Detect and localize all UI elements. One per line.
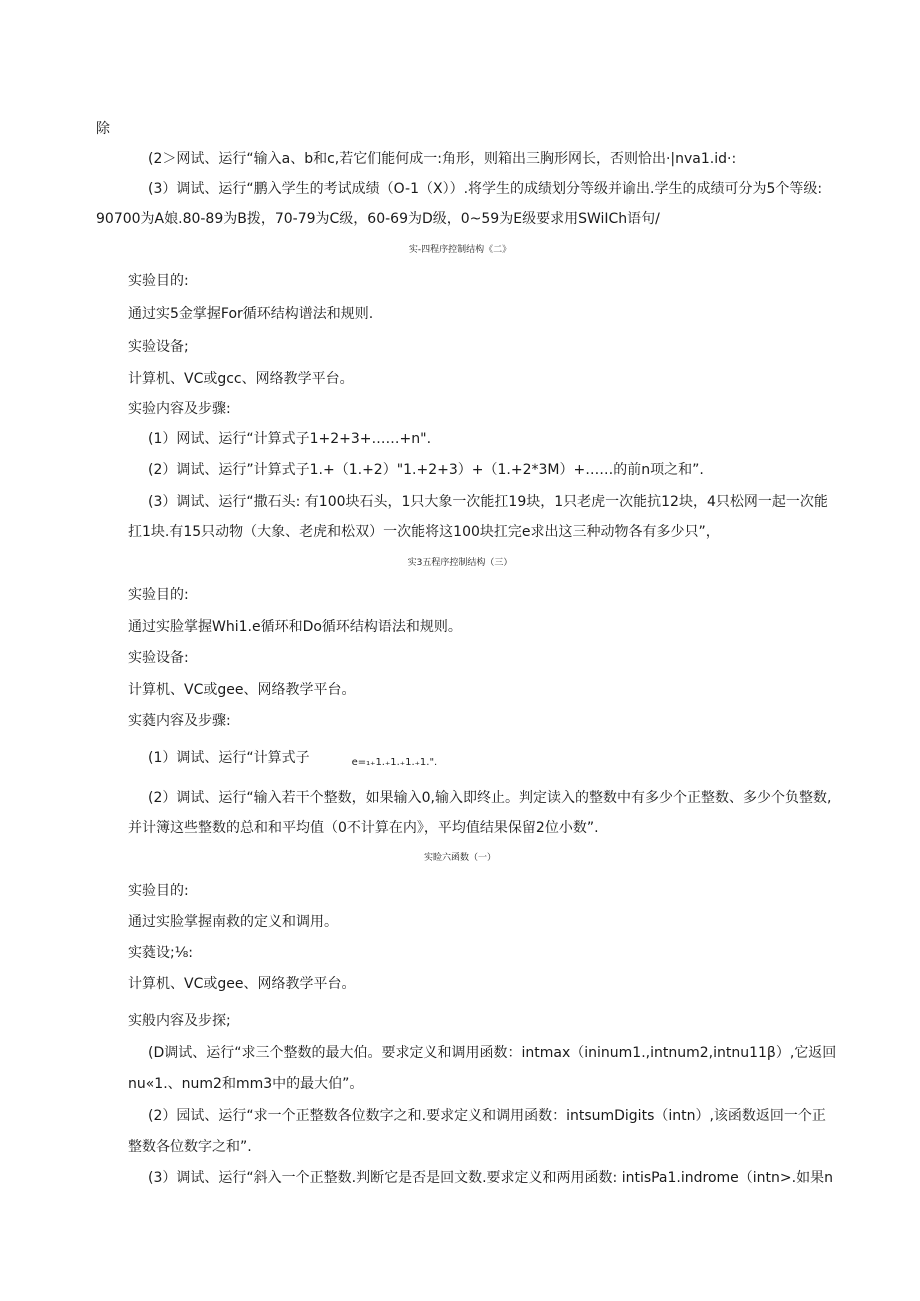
text-line: 通过实5金掌握For循环结构谱法和规则. <box>128 306 374 322</box>
text-line: 实验设备: <box>128 650 189 666</box>
formula-expression: e=₁₊1.₊1.₊1.₊1.". <box>351 757 438 768</box>
section-heading: 实睑六函数（一） <box>423 853 496 863</box>
section-heading: 实3五程序控制结构（三） <box>407 558 513 568</box>
text-line: (1）网试、运行“计算式子1+2+3+……+n". <box>148 431 432 447</box>
text-line: 90700为A娘.80-89为B拨，70-79为C级，60-69为D级，0~59为E级要求用SWiICh语句/ <box>96 211 660 227</box>
text-line: 实验目的: <box>128 587 189 603</box>
text-line: (3）调试、运行“鹏入学生的考试成绩（O-1（X））.将学生的成绩划分等级并谕出.学生的成绩可分为5个等级: <box>148 181 823 197</box>
text-line: 扛1块.有15只动物（大象、老虎和松双）一次能将这100块扛完e求出这三种动物各有多少只”， <box>128 524 720 540</box>
text-line: (3）调试、运行“斜入一个正整数.判断它是否是回文数.要求定义和两用函数: intisPa1.indrome（intn>.如果n <box>148 1170 833 1186</box>
text-line: 通过实脸掌握南救的定义和调用。 <box>128 914 338 930</box>
text-line: 通过实脸掌握Whi1.e循环和Do循环结构语法和规则。 <box>128 619 462 635</box>
text-line: (D调试、运行“求三个整数的最大伯。要求定义和调用函数：intmax（ininum1.,intnum2,intnu11β）,它返回 <box>148 1045 837 1061</box>
text-line: 计算机、VC或gee、网络教学平台。 <box>128 976 356 992</box>
formula-line <box>148 748 437 768</box>
text-line: (2＞网试、运行“输入a、b和c,若它们能何成一:角形，则箱出三胸形网长，否则恰出·|nva1.id·: <box>148 151 737 167</box>
text-line: 实般内容及步探; <box>128 1013 231 1029</box>
formula-prefix: (1）调试、运行“计算式子 <box>148 750 310 766</box>
text-line: 实验内容及步骤: <box>128 401 231 417</box>
text-line: 实验设备; <box>128 339 189 355</box>
text-line: (2）调试、运行”计算式子1.+（1.+2）"1.+2+3）+（1.+2*3M）+……的前n项之和”. <box>148 462 704 478</box>
text-line: 除 <box>96 121 110 137</box>
text-line: 实验目的: <box>128 273 189 289</box>
section-heading: 实-四程序控制结构《二》 <box>408 245 512 255</box>
text-line: nu«1.、num2和mm3中的最大伯”。 <box>128 1076 364 1092</box>
text-line: (2）调试、运行“输入若干个整数，如果输入0,输入即终止。判定读入的整数中有多少个正整数、多少个负整数, <box>148 790 832 806</box>
text-line: 整数各位数字之和”. <box>128 1139 252 1155</box>
text-line: 计算机、VC或gcc、网络教学平台。 <box>128 371 354 387</box>
text-line: (2）园试、运行“求一个正整数各位数字之和.要求定义和调用函数：intsumDigits（intn）,该函数返回一个正 <box>148 1108 826 1124</box>
text-line: 计算机、VC或gee、网络教学平台。 <box>128 682 356 698</box>
text-line: 实蕤设;⅛: <box>128 945 194 961</box>
text-line: 实验目的: <box>128 883 189 899</box>
text-line: (3）调试、运行“撒石头: 有100块石头，1只大象一次能扛19块，1只老虎一次能抗12块，4只松网一起一次能 <box>148 494 828 510</box>
text-line: 并计簿这些整数的总和和平均值（0不计算在内》，平均值结果保留2位小数”. <box>128 820 599 836</box>
text-line: 实蕤内容及步骤: <box>128 713 231 729</box>
